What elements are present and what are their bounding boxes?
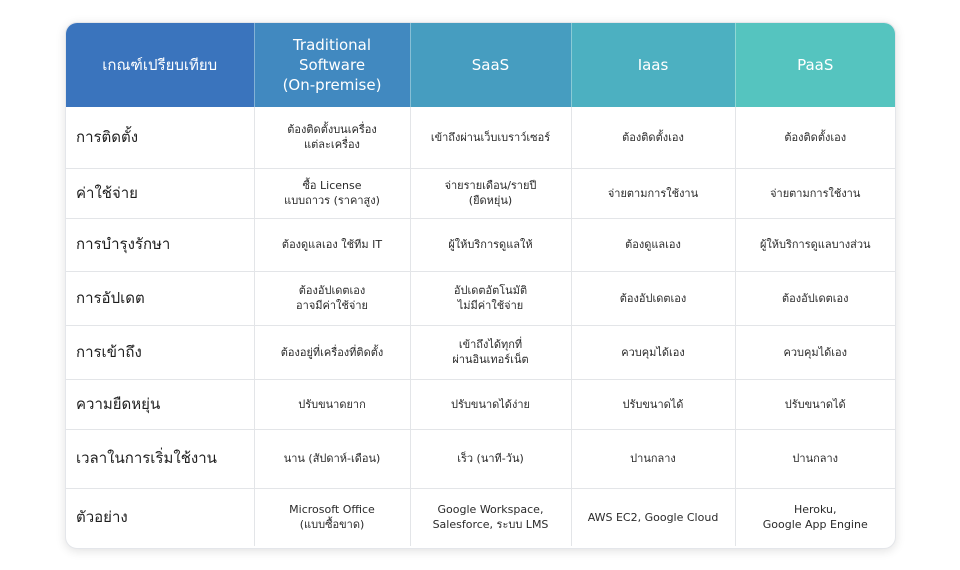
cell-paas: Heroku, Google App Engine bbox=[762, 503, 868, 532]
cell-traditional: ซื้อ License แบบถาวร (ราคาสูง) bbox=[254, 168, 410, 218]
header-criteria: เกณฑ์เปรียบเทียบ bbox=[66, 23, 254, 107]
table-row bbox=[66, 271, 895, 325]
cell-iaas: ต้องดูแลเอง bbox=[571, 218, 735, 271]
cell-iaas: จ่ายตามการใช้งาน bbox=[571, 168, 735, 218]
cell-saas: ปรับขนาดได้ง่าย bbox=[410, 379, 571, 429]
table-row bbox=[66, 218, 895, 271]
row-criterion: การติดตั้ง bbox=[66, 107, 254, 168]
cell-traditional: นาน (สัปดาห์-เดือน) bbox=[254, 429, 410, 488]
header-traditional-software: Traditional Software (On-premise) bbox=[254, 23, 410, 107]
cell-traditional: ปรับขนาดยาก bbox=[254, 379, 410, 429]
cell-traditional: Microsoft Office (แบบซื้อขาด) bbox=[254, 488, 410, 546]
cell-saas: เข้าถึงผ่านเว็บเบราว์เซอร์ bbox=[410, 107, 571, 168]
header-saas: SaaS bbox=[410, 23, 571, 107]
table-row bbox=[66, 379, 895, 429]
header-paas: PaaS bbox=[735, 23, 895, 107]
cell-iaas: AWS EC2, Google Cloud bbox=[571, 488, 735, 546]
row-criterion: การอัปเดต bbox=[66, 271, 254, 325]
table-row bbox=[66, 325, 895, 379]
cell-iaas: ปรับขนาดได้ bbox=[571, 379, 735, 429]
cell-saas: เข้าถึงได้ทุกที่ ผ่านอินเทอร์เน็ต bbox=[410, 325, 571, 379]
table-row bbox=[66, 107, 895, 168]
row-criterion: การเข้าถึง bbox=[66, 325, 254, 379]
cell-paas: ต้องอัปเดตเอง bbox=[735, 271, 895, 325]
comparison-table bbox=[66, 23, 895, 546]
table-row bbox=[66, 168, 895, 218]
row-criterion: ความยืดหยุ่น bbox=[66, 379, 254, 429]
cell-paas: จ่ายตามการใช้งาน bbox=[735, 168, 895, 218]
table-header bbox=[66, 23, 895, 107]
row-criterion: ตัวอย่าง bbox=[66, 488, 254, 546]
cell-iaas: ควบคุมได้เอง bbox=[571, 325, 735, 379]
cell-saas: ผู้ให้บริการดูแลให้ bbox=[410, 218, 571, 271]
cell-iaas: ต้องติดตั้งเอง bbox=[571, 107, 735, 168]
row-criterion: เวลาในการเริ่มใช้งาน bbox=[66, 429, 254, 488]
cell-traditional: ต้องอยู่ที่เครื่องที่ติดตั้ง bbox=[254, 325, 410, 379]
cell-saas: อัปเดตอัตโนมัติ ไม่มีค่าใช้จ่าย bbox=[410, 271, 571, 325]
table-row bbox=[66, 488, 895, 546]
cell-traditional: ต้องติดตั้งบนเครื่อง แต่ละเครื่อง bbox=[254, 107, 410, 168]
cell-saas: จ่ายรายเดือน/รายปี (ยืดหยุ่น) bbox=[410, 168, 571, 218]
cell-paas: ผู้ให้บริการดูแลบางส่วน bbox=[735, 218, 895, 271]
header-iaas: Iaas bbox=[571, 23, 735, 107]
cell-traditional: ต้องอัปเดตเอง อาจมีค่าใช้จ่าย bbox=[254, 271, 410, 325]
cell-paas: ควบคุมได้เอง bbox=[735, 325, 895, 379]
cell-saas: เร็ว (นาที-วัน) bbox=[410, 429, 571, 488]
cell-paas: ปานกลาง bbox=[735, 429, 895, 488]
row-criterion: ค่าใช้จ่าย bbox=[66, 168, 254, 218]
cell-iaas: ปานกลาง bbox=[571, 429, 735, 488]
table-body bbox=[66, 107, 895, 546]
cell-traditional: ต้องดูแลเอง ใช้ทีม IT bbox=[254, 218, 410, 271]
cell-saas: Google Workspace, Salesforce, ระบบ LMS bbox=[410, 488, 571, 546]
cell-paas: ปรับขนาดได้ bbox=[735, 379, 895, 429]
table-row bbox=[66, 429, 895, 488]
comparison-table-card bbox=[65, 22, 896, 549]
header-row bbox=[66, 23, 895, 107]
cell-paas: ต้องติดตั้งเอง bbox=[735, 107, 895, 168]
row-criterion: การบำรุงรักษา bbox=[66, 218, 254, 271]
cell-iaas: ต้องอัปเดตเอง bbox=[571, 271, 735, 325]
